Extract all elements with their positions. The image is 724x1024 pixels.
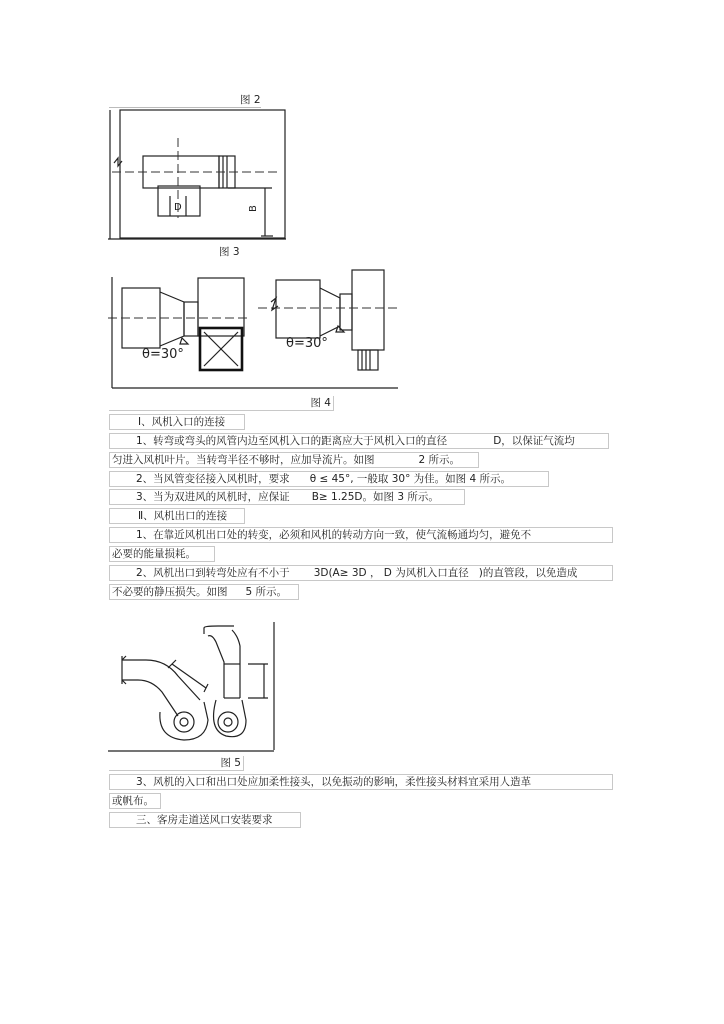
- figure-2-label-d: D: [174, 202, 182, 213]
- section-2-heading: Ⅱ、风机出口的连接: [109, 508, 245, 524]
- figure-3-caption: 图 3: [219, 246, 240, 258]
- section-2-p3-line1: 3、风机的入口和出口处应加柔性接头，以免振动的影响，柔性接头材料宜采用人造革: [109, 774, 613, 790]
- figure-3-drawing: [108, 262, 403, 392]
- section-1-p1-line2: 匀进入风机叶片。当转弯半径不够时，应加导流片。如图 2 所示。: [109, 452, 479, 468]
- section-2-p2-line1: 2、风机出口到转弯处应有不小于 3D(A≥ 3D ， D 为风机入口直径 )的直管段，以免造成: [109, 565, 613, 581]
- section-1-p1-line1: 1、转弯或弯头的风管内边至风机入口的距离应大于风机入口的直径 D，以保证气流均: [109, 433, 609, 449]
- figure-5-caption: 图 5: [109, 756, 244, 771]
- section-2-p1-line2: 必要的能量损耗。: [109, 546, 215, 562]
- figure-2-label-b: B: [247, 205, 259, 212]
- section-1-heading: Ⅰ、风机入口的连接: [109, 414, 245, 430]
- figure-3-angle-left: θ=30°: [142, 347, 184, 362]
- figure-4-caption: 图 4: [109, 396, 334, 411]
- figure-3-angle-right: θ=30°: [286, 336, 328, 351]
- figure-5-drawing: [108, 620, 278, 755]
- section-1-p3: 3、当为双进风的风机时，应保证 B≥ 1.25D。如图 3 所示。: [109, 489, 465, 505]
- figure-2-caption: 图 2: [240, 94, 261, 106]
- section-2-p3-line2: 或帆布。: [109, 793, 161, 809]
- section-3-heading: 三、客房走道送风口安装要求: [109, 812, 301, 828]
- section-2-p1-line1: 1、在靠近风机出口处的转变，必须和风机的转动方向一致，使气流畅通均匀，避免不: [109, 527, 613, 543]
- section-1-p2: 2、当风管变径接入风机时，要求 θ ≤ 45°, 一般取 30° 为佳。如图 4 所示。: [109, 471, 549, 487]
- section-2-p2-line2: 不必要的静压损失。如图 5 所示。: [109, 584, 299, 600]
- figure-2-drawing: [108, 108, 288, 243]
